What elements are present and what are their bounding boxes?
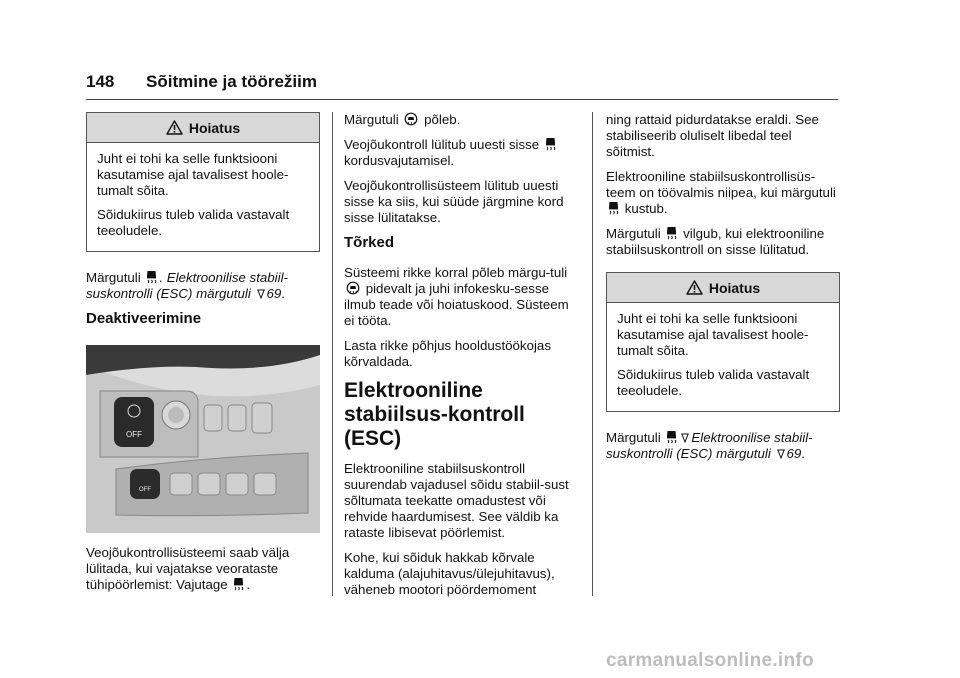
warning-triangle-icon xyxy=(166,120,183,135)
warning-box xyxy=(606,272,840,412)
watermark: carmanualsonline.info xyxy=(606,650,814,671)
reference-page[interactable]: 69 xyxy=(786,446,802,461)
traction-control-icon xyxy=(545,137,556,151)
traction-control-light-icon xyxy=(404,112,418,126)
reference-link[interactable]: Elektroonilise stabiil-suskontrolli (ESC) märgutuli xyxy=(606,430,813,461)
warning-text: Juht ei tohi ka selle funktsiooni kasutamise ajal tavalisest hoole-tumalt sõita. xyxy=(97,151,289,198)
page-header xyxy=(86,70,838,100)
page-reference-icon xyxy=(257,289,265,299)
warning-title: Hoiatus xyxy=(708,279,761,296)
paragraph: Süsteemi rikke korral põleb märgu-tuli pidevalt ja juhi infokesku-sesse ilmub teade või hoiatuskood. Süsteem ei tööta. xyxy=(344,265,569,328)
dashboard-switch-photo xyxy=(86,345,320,533)
caption: Veojõukontrollisüsteemi saab välja lülitada, kui vajatakse veorataste tühipöörlemist: Vajutage . xyxy=(86,545,290,592)
esc-icon xyxy=(666,430,677,444)
paragraph: Elektrooniline stabiilsuskontroll suurendab vajadusel sõidu stabiil-sust sõltumata teekatte omadustest või rehvide haardumisest. See väldib ka rataste libisevat pöörlemist. xyxy=(344,461,569,540)
column-2 xyxy=(344,112,580,607)
paragraph: Märgutuli põleb. xyxy=(344,112,461,127)
warning-triangle-icon xyxy=(686,280,703,295)
reference-page[interactable]: 69 xyxy=(266,286,282,301)
section-heading-deactivation: Deaktiveerimine xyxy=(86,310,202,327)
reference-link[interactable]: . Elektroonilise stabiil-suskontrolli (ESC) märgutuli xyxy=(86,270,288,301)
esc-icon xyxy=(666,226,677,240)
switch-label: OFF xyxy=(126,430,142,439)
page-number: 148 xyxy=(86,72,115,91)
paragraph: Veojõukontrollisüsteem lülitub uuesti sisse ka siis, kui süüde järgmine kord sisse lülitatakse. xyxy=(344,178,564,225)
paragraph: Veojõukontroll lülitub uuesti sisse kordusvajutamisel. xyxy=(344,137,580,169)
paragraph: Märgutuli vilgub, kui elektrooniline stabiilsuskontroll on sisse lülitatud. xyxy=(606,226,825,257)
switch-label: OFF xyxy=(139,487,151,493)
esc-icon xyxy=(608,201,619,215)
column-3 xyxy=(606,112,840,471)
warning-text: Sõidukiirus tuleb valida vastavalt teeoludele. xyxy=(97,207,290,238)
section-heading-esc: Elektrooniline stabiilsus-kontroll (ESC) xyxy=(344,379,525,450)
warning-header xyxy=(87,113,319,143)
paragraph: Lasta rikke põhjus hooldustöökojas kõrvaldada. xyxy=(344,338,551,369)
paragraph: Kohe, kui sõiduk hakkab kõrvale kalduma (alajuhitavus/ülejuhitavus), väheneb mootori pöördemoment xyxy=(344,550,555,597)
paragraph: ning rattaid pidurdatakse eraldi. See stabiliseerib oluliselt libedal teel sõitmist. xyxy=(606,112,819,159)
traction-control-light-icon xyxy=(346,281,360,295)
column-divider xyxy=(332,112,333,596)
warning-text: Juht ei tohi ka selle funktsiooni kasutamise ajal tavalisest hoole-tumalt sõita. xyxy=(617,311,809,358)
page-title: Sõitmine ja töörežiim xyxy=(146,72,317,91)
warning-text: Sõidukiirus tuleb valida vastavalt teeoludele. xyxy=(617,367,810,398)
warning-box xyxy=(86,112,320,252)
column-1 xyxy=(86,112,320,602)
warning-header xyxy=(607,273,839,303)
section-heading-faults: Tõrked xyxy=(344,234,395,251)
warning-body xyxy=(87,143,319,251)
paragraph: Elektrooniline stabiilsuskontrollisüs-teem on töövalmis niipea, kui märgutuli kustub. xyxy=(606,169,836,216)
traction-control-icon xyxy=(146,270,157,284)
page-reference-icon xyxy=(681,433,689,443)
page-reference-icon xyxy=(777,449,785,459)
warning-title: Hoiatus xyxy=(188,119,241,136)
warning-body xyxy=(607,303,839,411)
column-divider xyxy=(592,112,593,596)
cross-reference: Märgutuli Elektroonilise stabiil-suskontrolli (ESC) märgutuli 69. xyxy=(606,430,813,461)
cross-reference: Märgutuli . Elektroonilise stabiil-suskontrolli (ESC) märgutuli 69. xyxy=(86,270,288,301)
traction-control-icon xyxy=(233,577,244,591)
